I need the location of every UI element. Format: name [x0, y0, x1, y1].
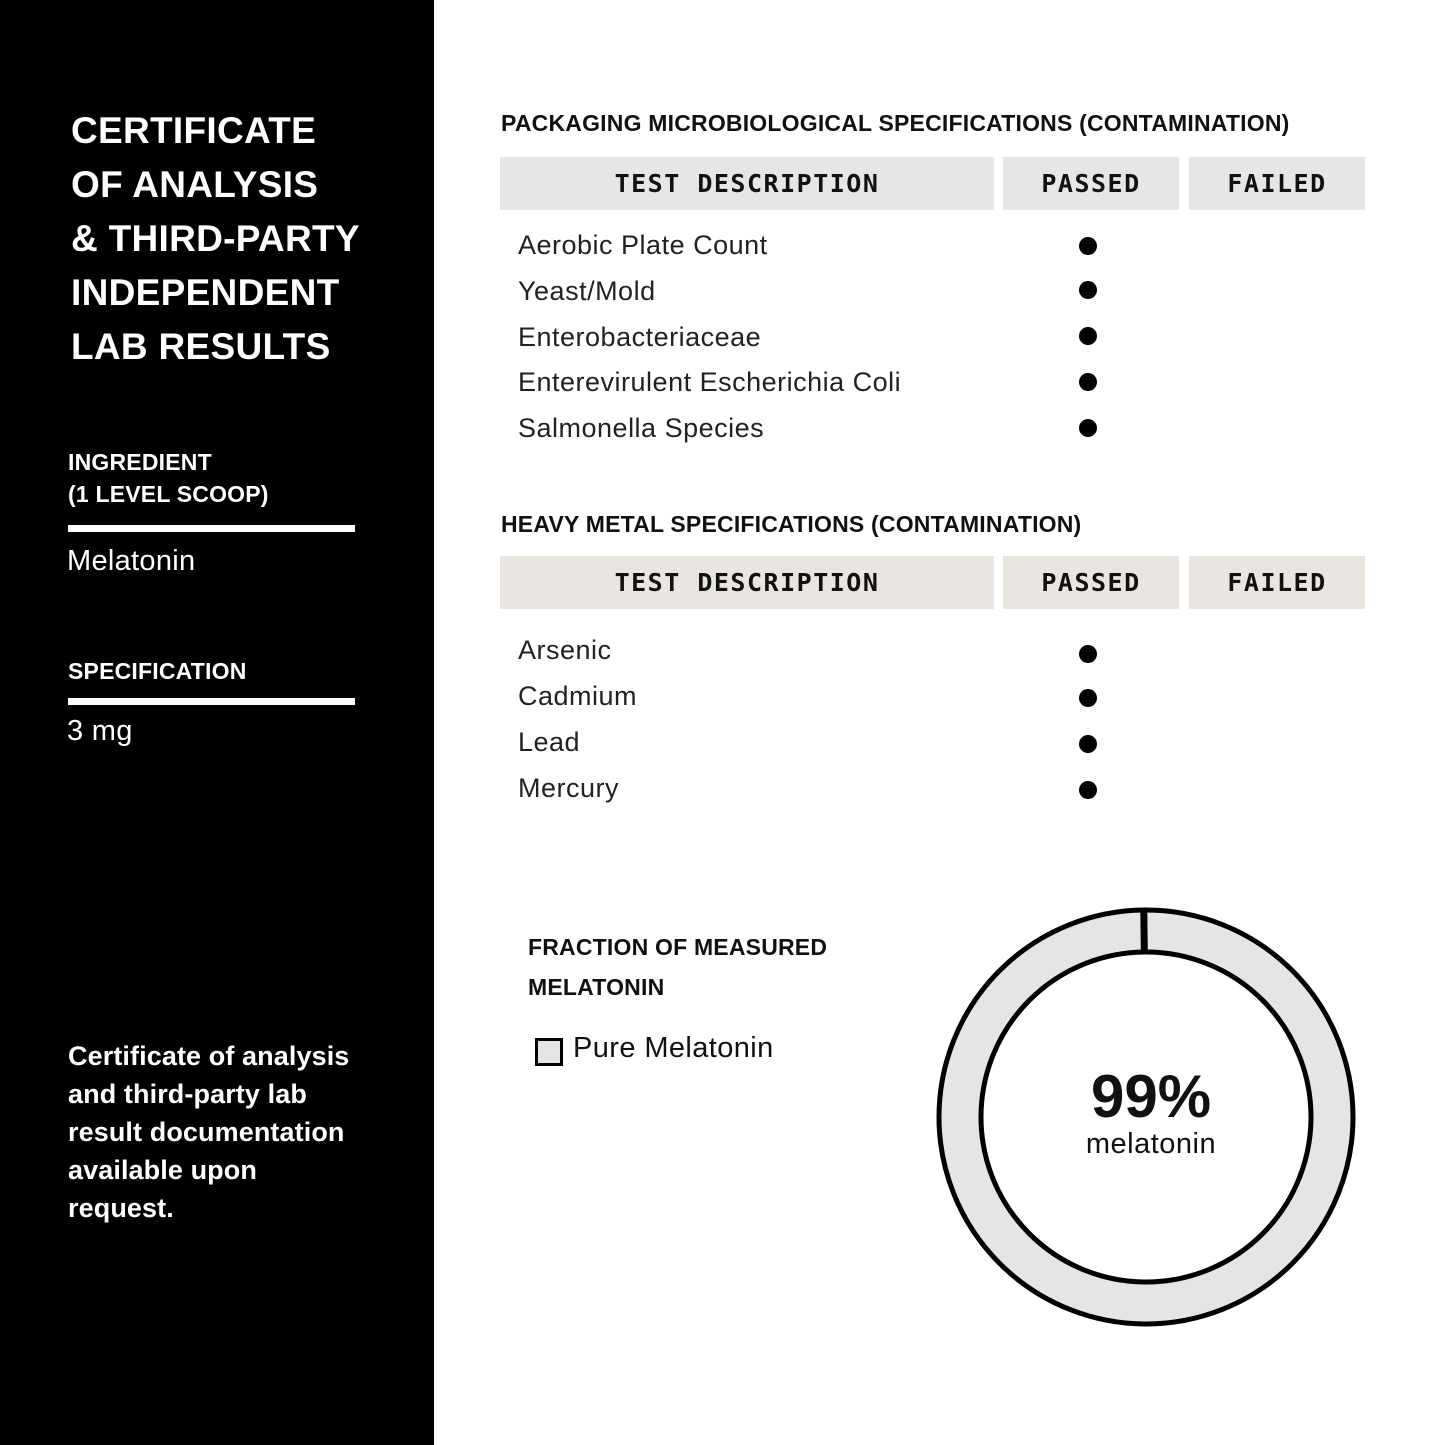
micro-col-failed: FAILED	[1189, 157, 1365, 210]
metal-col-test-description: TEST DESCRIPTION	[500, 556, 994, 609]
metal-col-failed: FAILED	[1189, 556, 1365, 609]
legend-label: Pure Melatonin	[573, 1032, 774, 1064]
title-line: INDEPENDENT	[71, 272, 340, 313]
specification-divider	[68, 698, 355, 705]
fraction-title-line: MELATONIN	[528, 974, 665, 1000]
passed-dot-icon	[1079, 373, 1097, 391]
passed-dot-icon	[1079, 645, 1097, 663]
metal-test-label: Arsenic	[518, 635, 612, 665]
micro-test-label: Yeast/Mold	[518, 276, 656, 306]
availability-note	[68, 1037, 349, 1227]
ingredient-divider	[68, 525, 355, 532]
passed-dot-icon	[1079, 419, 1097, 437]
fraction-title	[528, 927, 827, 1007]
passed-dot-icon	[1079, 237, 1097, 255]
heavy-metal-heading: HEAVY METAL SPECIFICATIONS (CONTAMINATION)	[501, 511, 1082, 537]
fraction-title-line: FRACTION OF MEASURED	[528, 934, 828, 960]
micro-test-label: Enterobacteriaceae	[518, 322, 762, 352]
donut-percent: 99%	[1090, 1063, 1212, 1130]
micro-test-label: Aerobic Plate Count	[518, 230, 768, 260]
passed-dot-icon	[1079, 735, 1097, 753]
note-line: Certificate of analysis	[68, 1041, 350, 1071]
note-line: and third-party lab	[68, 1079, 307, 1109]
micro-col-test-description: TEST DESCRIPTION	[500, 157, 994, 210]
micro-test-label: Enterevirulent Escherichia Coli	[518, 367, 902, 397]
metal-col-passed: PASSED	[1003, 556, 1179, 609]
micro-test-label: Salmonella Species	[518, 413, 765, 443]
passed-dot-icon	[1079, 327, 1097, 345]
specification-label	[68, 655, 247, 687]
passed-dot-icon	[1079, 689, 1097, 707]
ingredient-value: Melatonin	[67, 545, 196, 577]
ingredient-label-line: INGREDIENT	[68, 449, 212, 475]
metal-test-label: Lead	[518, 727, 581, 757]
passed-dot-icon	[1079, 781, 1097, 799]
ingredient-label-line: (1 LEVEL SCOOP)	[68, 481, 269, 507]
metal-test-label: Mercury	[518, 773, 620, 803]
passed-dot-icon	[1079, 281, 1097, 299]
note-line: request.	[68, 1193, 174, 1223]
sidebar	[0, 0, 434, 1445]
specification-label-line: SPECIFICATION	[68, 658, 247, 684]
ingredient-label	[68, 446, 269, 510]
note-line: available upon	[68, 1155, 257, 1185]
legend-swatch	[535, 1038, 563, 1066]
title-line: LAB RESULTS	[71, 326, 331, 367]
micro-col-passed: PASSED	[1003, 157, 1179, 210]
title-line: & THIRD-PARTY	[71, 218, 360, 259]
title-line: CERTIFICATE	[71, 110, 317, 151]
metal-test-label: Cadmium	[518, 681, 638, 711]
donut-remainder-slice	[1144, 910, 1145, 952]
title-line: OF ANALYSIS	[71, 164, 319, 205]
microbiological-heading: PACKAGING MICROBIOLOGICAL SPECIFICATIONS (CONTAMINATION)	[501, 110, 1290, 136]
donut-caption: melatonin	[1085, 1128, 1217, 1160]
specification-value: 3 mg	[67, 715, 133, 747]
note-line: result documentation	[68, 1117, 345, 1147]
page-title	[71, 104, 360, 374]
